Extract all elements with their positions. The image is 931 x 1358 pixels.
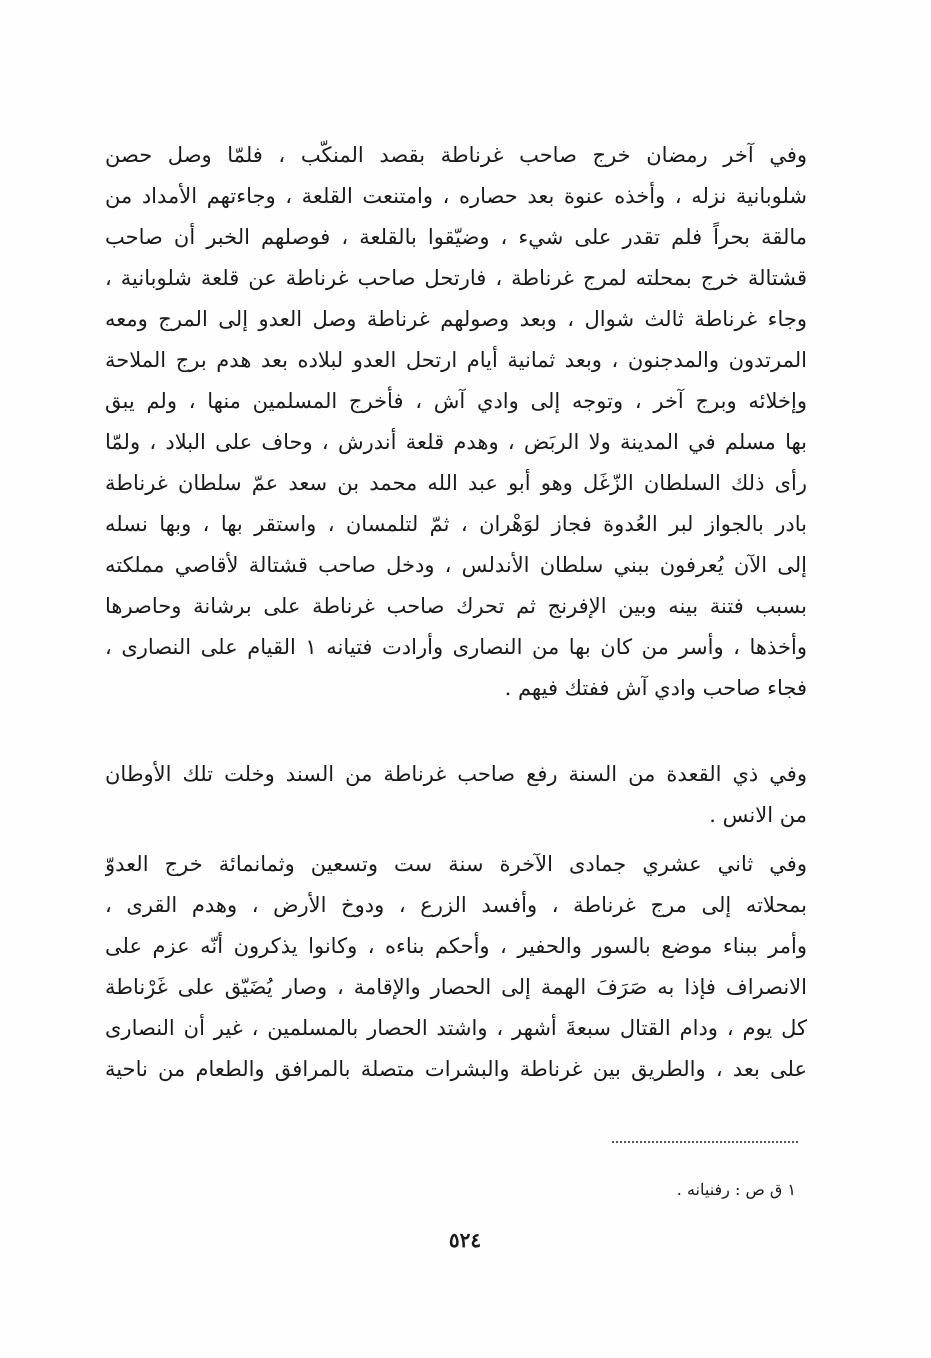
text-line: وفي آخر رمضان خرج صاحب غرناطة بقصد المنكّب ، فلمّا وصل حصن (105, 143, 807, 167)
text-line: قشتالة خرج بمحلته لمرج غرناطة ، فارتحل صاحب غرناطة عن قلعة شلوبانية ، (105, 266, 807, 290)
text-line: فجاء صاحب وادي آش ففتك فيهم . (504, 676, 807, 700)
text-line: وأمر ببناء موضع بالسور والحفير ، وأحكم بناءه ، وكانوا يذكرون أنّه عزم على (105, 934, 807, 958)
page-number: ٥٢٤ (448, 1228, 482, 1252)
text-line: بادر بالجواز لبر العُدوة فجاز لوَهْران ، ثمّ لتلمسان ، واستقر بها ، وبها نسله (105, 512, 807, 536)
text-line: بمحلاته إلى مرج غرناطة ، وأفسد الزرع ، ودوخ الأرض ، وهدم القرى ، (105, 893, 807, 917)
text-line: وإخلائه وبرج آخر ، وتوجه إلى وادي آش ، فأخرج المسلمين منها ، ولم يبق (105, 389, 807, 413)
text-line: وأخذها ، وأسر من كان بها من النصارى وأرادت فتيانه ١ القيام على النصارى ، (105, 635, 807, 659)
text-line: مالقة بحراً فلم تقدر على شيء ، وضيّقوا بالقلعة ، فوصلهم الخبر أن صاحب (105, 225, 807, 249)
paragraph-1 (105, 135, 807, 709)
paragraph-2 (105, 754, 807, 836)
footnote: ١ ق ص : رفنيانه . (676, 1180, 796, 1199)
text-line: بها مسلم في المدينة ولا الربَض ، وهدم قلعة أندرش ، وحاف على البلاد ، ولمّا (105, 430, 807, 454)
footnote-divider (612, 1141, 798, 1143)
text-line: الانصراف فإذا به صَرَفَ الهمة إلى الحصار والإقامة ، وصار يُضَيّق على غَرْناطة (105, 975, 807, 999)
text-line: إلى الآن يُعرفون ببني سلطان الأندلس ، ودخل صاحب قشتالة لأقاصي مملكته (105, 553, 807, 577)
text-line: رأى ذلك السلطان الزّغَل وهو أبو عبد الله محمد بن سعد عمّ سلطان غرناطة (105, 471, 807, 495)
text-line: وفي ثاني عشري جمادى الآخرة سنة ست وتسعين وثمانمائة خرج العدوّ (105, 852, 807, 876)
paragraph-3 (105, 844, 807, 1090)
text-line: شلوبانية نزله ، وأخذه عنوة بعد حصاره ، وامتنعت القلعة ، وجاءتهم الأمداد من (105, 184, 807, 208)
text-line: كل يوم ، ودام القتال سبعةَ أشهر ، واشتد الحصار بالمسلمين ، غير أن النصارى (105, 1016, 807, 1040)
text-line: وجاء غرناطة ثالث شوال ، وبعد وصولهم غرناطة وصل العدو إلى المرج ومعه (105, 307, 807, 331)
text-line: المرتدون والمدجنون ، وبعد ثمانية أيام ارتحل العدو لبلاده بعد هدم برج الملاحة (105, 348, 807, 372)
text-line: على بعد ، والطريق بين غرناطة والبشرات متصلة بالمرافق والطعام من ناحية (105, 1057, 807, 1081)
text-line: من الانس . (709, 803, 807, 827)
text-line: بسبب فتنة بينه وبين الإفرنج ثم تحرك صاحب غرناطة على برشانة وحاصرها (105, 594, 807, 618)
text-line: وفي ذي القعدة من السنة رفع صاحب غرناطة من السند وخلت تلك الأوطان (105, 762, 807, 786)
